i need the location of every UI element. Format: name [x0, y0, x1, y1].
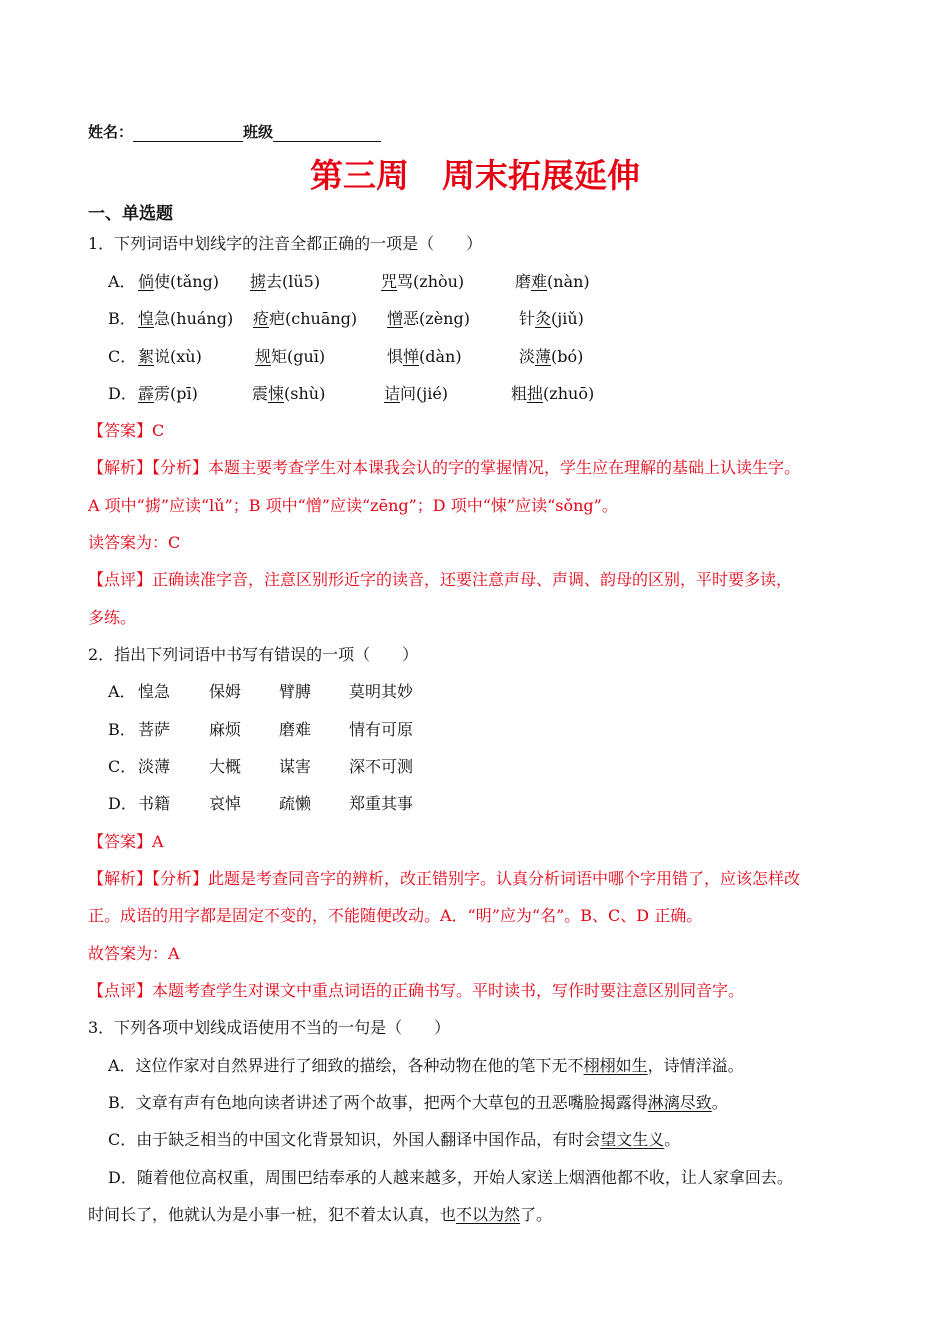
- q2-comment-line-1: 【点评】本题考查学生对课文中重点词语的正确书写。平时读书，写作时要注意区别同音字。: [88, 981, 745, 1000]
- q1-answer: 【答案】C: [88, 421, 165, 440]
- q1-comment-line-1: 【点评】正确读准字音，注意区别形近字的读音，还要注意声母、声调、韵母的区别，平时要多读，: [88, 570, 793, 589]
- name-label: 姓名：: [88, 123, 134, 141]
- q1-analysis-line-1: 【解析】【分析】本题主要考查学生对本课我会认的字的掌握情况，学生应在理解的基础上认读生字。: [88, 458, 801, 477]
- q1-analysis-line-2: A 项中“掳”应读“lǔ”；B 项中“憎”应读“zēng”；D 项中“悚”应读“sǒng”。: [88, 496, 618, 515]
- q1-option-d: D． 霹雳(pī) 震悚(shù) 诘问(jié) 粗拙(zhuō): [108, 384, 595, 403]
- q2-option-c: C． 淡薄 大概 谋害 深不可测: [108, 757, 414, 776]
- q2-option-b: B． 菩萨 麻烦 磨难 情有可原: [108, 720, 414, 739]
- q2-analysis-line-3: 故答案为：A: [88, 944, 180, 963]
- class-label: 班级: [243, 123, 274, 141]
- q2-stem: 2．指出下列词语中书写有错误的一项（ ）: [88, 645, 419, 664]
- q1-analysis-line-3: 读答案为：C: [88, 533, 181, 552]
- q3-option-d-line-2: 时间长了，他就认为是小事一桩，犯不着太认真，也不以为然了。: [88, 1205, 553, 1224]
- q1-option-a: A． 倘使(tǎng) 掳去(lü5) 咒骂(zhòu) 磨难(nàn): [108, 272, 590, 291]
- page-title: 第三周 周末拓展延伸: [310, 156, 640, 195]
- q2-option-a: A． 惶急 保姆 臂膊 莫明其妙: [108, 682, 414, 701]
- q3-option-d-line-1: D．随着他位高权重，周围巴结奉承的人越来越多，开始人家送上烟酒他都不收，让人家拿回去。: [108, 1168, 793, 1187]
- q1-option-b: B． 惶急(huáng) 疮疤(chuāng) 憎恶(zèng) 针灸(jiǔ): [108, 309, 584, 328]
- class-blank[interactable]: [273, 124, 381, 142]
- section-heading: 一、单选题: [88, 204, 173, 224]
- q1-comment-line-2: 多练。: [88, 608, 137, 627]
- q3-option-a: A．这位作家对自然界进行了细致的描绘，各种动物在他的笔下无不栩栩如生，诗情洋溢。: [108, 1056, 744, 1075]
- q2-option-d: D． 书籍 哀悼 疏懒 郑重其事: [108, 794, 414, 813]
- q3-option-b: B．文章有声有色地向读者讲述了两个故事，把两个大草包的丑恶嘴脸揭露得淋漓尽致。: [108, 1093, 728, 1112]
- q3-stem: 3．下列各项中划线成语使用不当的一句是（ ）: [88, 1018, 451, 1037]
- student-header: [88, 122, 381, 142]
- q1-stem: 1．下列词语中划线字的注音全都正确的一项是（ ）: [88, 234, 483, 253]
- q2-analysis-line-2: 正。成语的用字都是固定不变的，不能随便改动。A．“明”应为“名”。B、C、D 正确。: [88, 906, 703, 925]
- q2-analysis-line-1: 【解析】【分析】此题是考查同音字的辨析，改正错别字。认真分析词语中哪个字用错了，应该怎样改: [88, 869, 801, 888]
- q2-answer: 【答案】A: [88, 832, 164, 851]
- name-blank[interactable]: [133, 124, 243, 142]
- q3-option-c: C．由于缺乏相当的中国文化背景知识，外国人翻译中国作品，有时会望文生义。: [108, 1130, 681, 1149]
- q1-option-c: C． 絮说(xù) 规矩(guī) 惧惮(dàn) 淡薄(bó): [108, 347, 584, 366]
